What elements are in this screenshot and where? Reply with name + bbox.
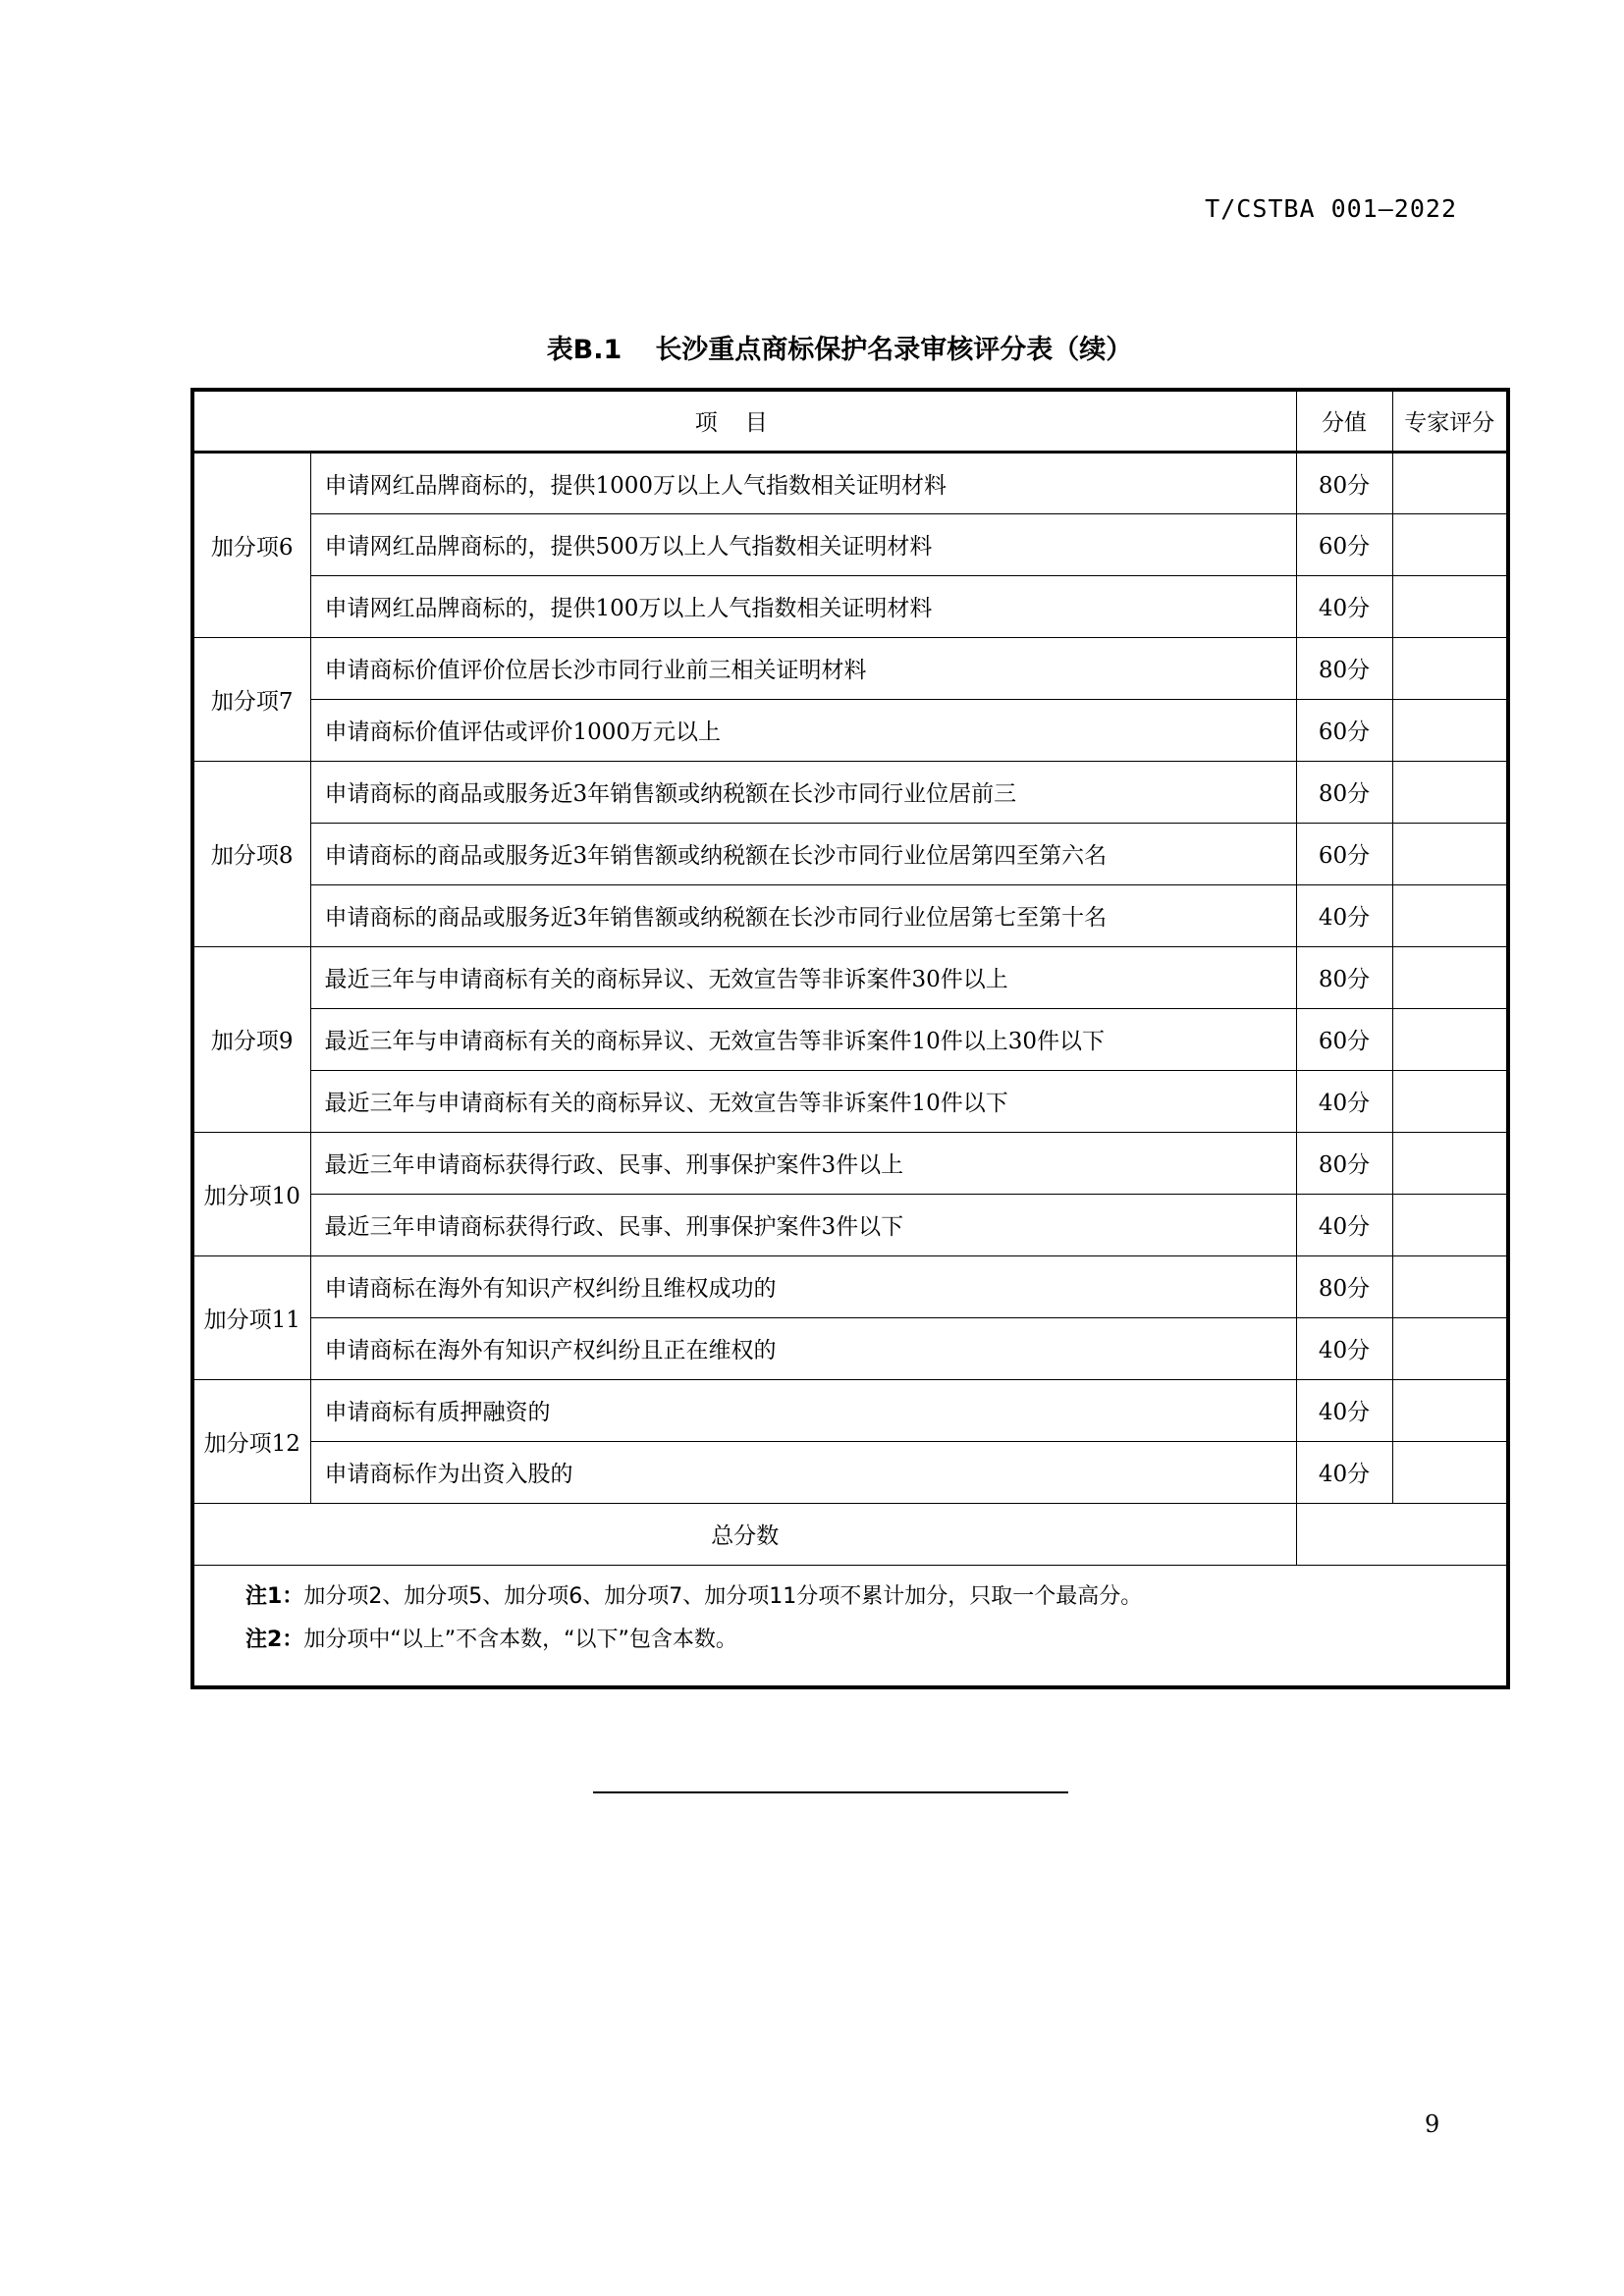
note-key: 注1： [245, 1583, 304, 1609]
note-line [245, 1575, 1506, 1619]
total-score-cell [1296, 1503, 1508, 1565]
expert-score-cell [1392, 513, 1508, 575]
criterion-points: 40分 [1296, 1194, 1392, 1255]
expert-score-cell [1392, 637, 1508, 699]
expert-score-cell [1392, 452, 1508, 513]
criterion-description: 申请商标的商品或服务近3年销售额或纳税额在长沙市同行业位居前三 [310, 761, 1296, 823]
criterion-description: 申请商标的商品或服务近3年销售额或纳税额在长沙市同行业位居第四至第六名 [310, 823, 1296, 884]
expert-score-cell [1392, 1441, 1508, 1503]
expert-score-cell [1392, 699, 1508, 761]
criterion-points: 60分 [1296, 699, 1392, 761]
criterion-points: 40分 [1296, 1441, 1392, 1503]
criterion-description: 最近三年与申请商标有关的商标异议、无效宣告等非诉案件10件以上30件以下 [310, 1008, 1296, 1070]
expert-score-cell [1392, 823, 1508, 884]
table-row [192, 761, 1508, 823]
criterion-points: 80分 [1296, 637, 1392, 699]
bonus-group-label: 加分项11 [192, 1255, 310, 1379]
criterion-points: 60分 [1296, 1008, 1392, 1070]
table-header-row [192, 390, 1508, 452]
expert-score-cell [1392, 1194, 1508, 1255]
table-title-label: 表B.1 [546, 335, 623, 365]
table-row [192, 1317, 1508, 1379]
criterion-points: 40分 [1296, 1070, 1392, 1132]
criterion-description: 最近三年与申请商标有关的商标异议、无效宣告等非诉案件30件以上 [310, 946, 1296, 1008]
page-number: 9 [1425, 2110, 1440, 2138]
criterion-description: 申请商标的商品或服务近3年销售额或纳税额在长沙市同行业位居第七至第十名 [310, 884, 1296, 946]
expert-score-cell [1392, 884, 1508, 946]
table-row [192, 1070, 1508, 1132]
bonus-group-label: 加分项9 [192, 946, 310, 1132]
column-header-expert-score: 专家评分 [1392, 390, 1508, 452]
expert-score-cell [1392, 946, 1508, 1008]
expert-score-cell [1392, 1255, 1508, 1317]
expert-score-cell [1392, 575, 1508, 637]
criterion-description: 申请商标价值评价位居长沙市同行业前三相关证明材料 [310, 637, 1296, 699]
score-table [190, 388, 1510, 1689]
bonus-group-label: 加分项8 [192, 761, 310, 946]
end-rule [593, 1791, 1068, 1793]
criterion-description: 最近三年申请商标获得行政、民事、刑事保护案件3件以下 [310, 1194, 1296, 1255]
notes-row [192, 1565, 1508, 1687]
score-table-body [192, 452, 1508, 1503]
note-key: 注2： [245, 1627, 304, 1652]
table-row [192, 1132, 1508, 1194]
total-row [192, 1503, 1508, 1565]
table-row [192, 513, 1508, 575]
table-row [192, 823, 1508, 884]
table-row [192, 1194, 1508, 1255]
criterion-points: 40分 [1296, 1317, 1392, 1379]
notes-cell [192, 1565, 1508, 1687]
table-title [0, 328, 1624, 366]
criterion-points: 80分 [1296, 1255, 1392, 1317]
criterion-description: 申请商标价值评估或评价1000万元以上 [310, 699, 1296, 761]
column-header-item: 项目 [192, 390, 1296, 452]
criterion-description: 申请网红品牌商标的，提供100万以上人气指数相关证明材料 [310, 575, 1296, 637]
criterion-description: 申请网红品牌商标的，提供500万以上人气指数相关证明材料 [310, 513, 1296, 575]
criterion-description: 申请商标作为出资入股的 [310, 1441, 1296, 1503]
criterion-description: 最近三年与申请商标有关的商标异议、无效宣告等非诉案件10件以下 [310, 1070, 1296, 1132]
note-line [245, 1619, 1506, 1662]
expert-score-cell [1392, 1132, 1508, 1194]
criterion-description: 申请商标有质押融资的 [310, 1379, 1296, 1441]
table-row [192, 637, 1508, 699]
criterion-description: 申请商标在海外有知识产权纠纷且维权成功的 [310, 1255, 1296, 1317]
table-row [192, 946, 1508, 1008]
expert-score-cell [1392, 761, 1508, 823]
criterion-points: 80分 [1296, 761, 1392, 823]
column-header-value: 分值 [1296, 390, 1392, 452]
criterion-points: 80分 [1296, 1132, 1392, 1194]
table-row [192, 1255, 1508, 1317]
table-row [192, 452, 1508, 513]
note-text: 加分项中“以上”不含本数，“以下”包含本数。 [303, 1627, 737, 1652]
expert-score-cell [1392, 1008, 1508, 1070]
criterion-points: 60分 [1296, 823, 1392, 884]
bonus-group-label: 加分项12 [192, 1379, 310, 1503]
total-label: 总分数 [192, 1503, 1296, 1565]
expert-score-cell [1392, 1317, 1508, 1379]
criterion-points: 80分 [1296, 452, 1392, 513]
criterion-points: 40分 [1296, 1379, 1392, 1441]
table-row [192, 884, 1508, 946]
note-text: 加分项2、加分项5、加分项6、加分项7、加分项11分项不累计加分，只取一个最高分。 [303, 1583, 1143, 1609]
bonus-group-label: 加分项7 [192, 637, 310, 761]
expert-score-cell [1392, 1070, 1508, 1132]
table-row [192, 699, 1508, 761]
bonus-group-label: 加分项6 [192, 452, 310, 637]
bonus-group-label: 加分项10 [192, 1132, 310, 1255]
criterion-points: 60分 [1296, 513, 1392, 575]
table-row [192, 1008, 1508, 1070]
criterion-points: 40分 [1296, 575, 1392, 637]
criterion-points: 40分 [1296, 884, 1392, 946]
table-row [192, 575, 1508, 637]
criterion-points: 80分 [1296, 946, 1392, 1008]
criterion-description: 最近三年申请商标获得行政、民事、刑事保护案件3件以上 [310, 1132, 1296, 1194]
criterion-description: 申请商标在海外有知识产权纠纷且正在维权的 [310, 1317, 1296, 1379]
criterion-description: 申请网红品牌商标的，提供1000万以上人气指数相关证明材料 [310, 452, 1296, 513]
table-row [192, 1441, 1508, 1503]
document-code: T/CSTBA 001—2022 [1205, 194, 1457, 223]
expert-score-cell [1392, 1379, 1508, 1441]
table-title-text: 长沙重点商标保护名录审核评分表（续） [655, 335, 1133, 365]
table-row [192, 1379, 1508, 1441]
